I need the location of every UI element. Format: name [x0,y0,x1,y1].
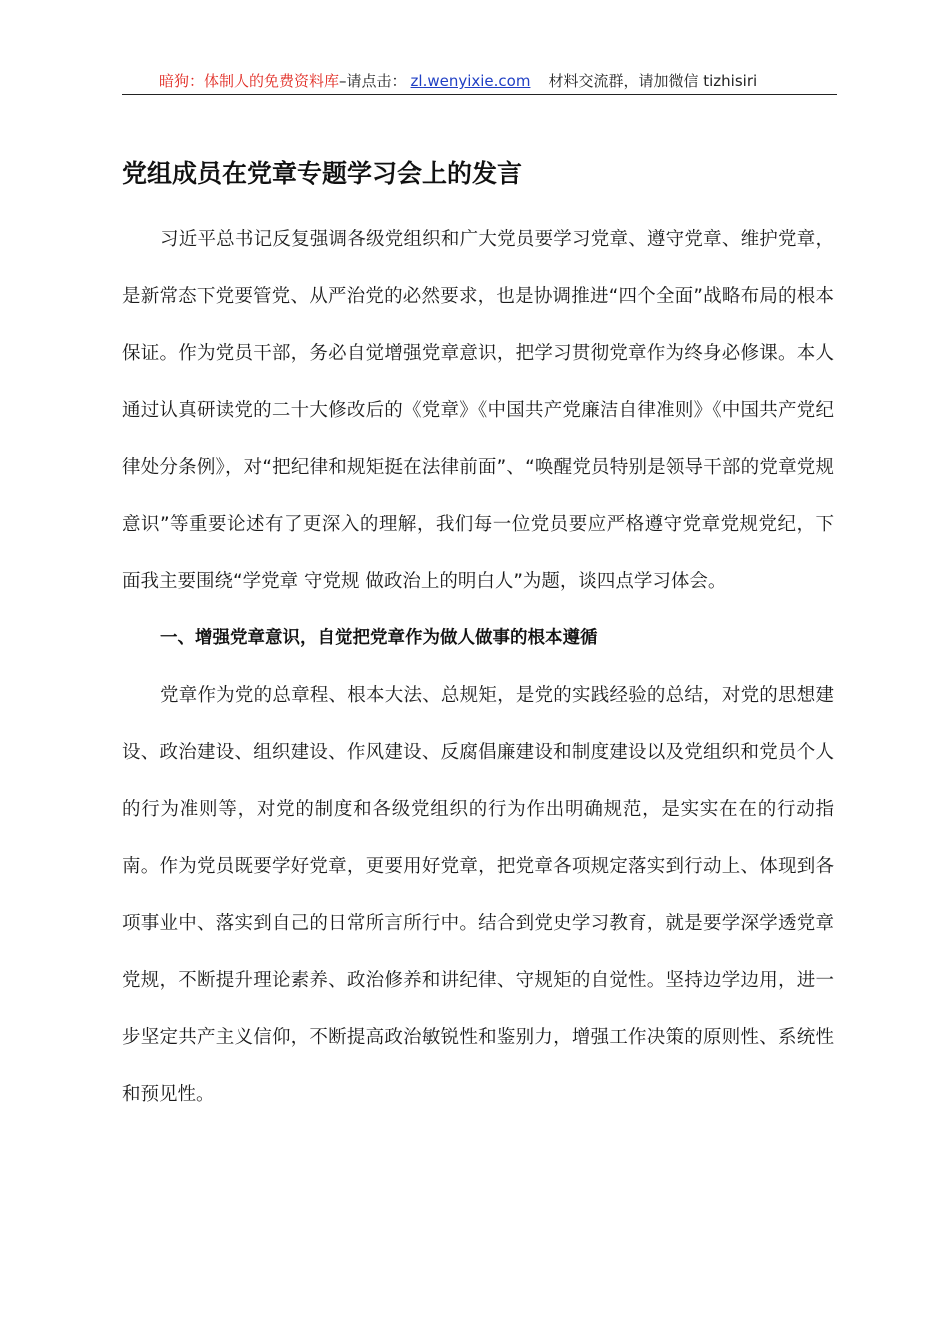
header-wechat-note: 材料交流群，请加微信 tizhisiri [548,72,758,90]
document-body [122,211,834,1123]
header-prompt: –请点击： [339,72,407,90]
page-header [122,68,837,95]
section-1-paragraph: 党章作为党的总章程、根本大法、总规矩，是党的实践经验的总结，对党的思想建设、政治建设、组织建设、作风建设、反腐倡廉建设和制度建设以及党组织和党员个人的行为准则等，对党的制度和各级党组织的行为作出明确规范，是实实在在的行动指南。作为党员既要学好党章，更要用好党章，把党章各项规定落实到行动上、体现到各项事业中、落实到自己的日常所言所行中。结合到党史学习教育，就是要学深学透党章党规，不断提升理论素养、政治修养和讲纪律、守规矩的自觉性。坚持边学边用，进一步坚定共产主义信仰，不断提高政治敏锐性和鉴别力，增强工作决策的原则性、系统性和预见性。 [122,685,834,1105]
intro-paragraph: 习近平总书记反复强调各级党组织和广大党员要学习党章、遵守党章、维护党章，是新常态下党要管党、从严治党的必然要求，也是协调推进“四个全面”战略布局的根本保证。作为党员干部，务必自觉增强党章意识，把学习贯彻党章作为终身必修课。本人通过认真研读党的二十大修改后的《党章》《中国共产党廉洁自律准则》《中国共产党纪律处分条例》，对“把纪律和规矩挺在法律前面”、“唤醒党员特别是领导干部的党章党规意识”等重要论述有了更深入的理解，我们每一位党员要应严格遵守党章党规党纪，下面我主要围绕“学党章 守党规 做政治上的明白人”为题，谈四点学习体会。 [122,229,834,592]
section-1-heading: 一、增强党章意识，自觉把党章作为做人做事的根本遵循 [160,628,598,648]
header-brand: 暗狗：体制人的免费资料库 [159,72,340,90]
header-link[interactable]: zl.wenyixie.com [410,72,531,90]
document-title: 党组成员在党章专题学习会上的发言 [122,159,523,188]
